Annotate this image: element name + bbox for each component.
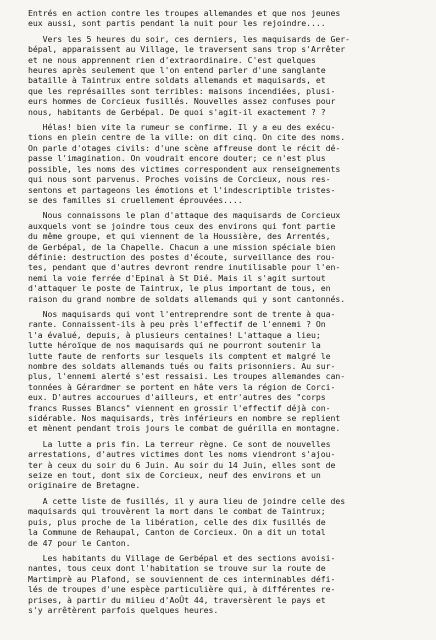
paragraph-3: Hélas! bien vite la rumeur se confirme. Il y a eu des exécu- tions en plein centre de la ville: on dit cinq. On cite des noms. On parle d'otages civils: d'une scène affreuse dont le récit dé- passe l'imagination. On voudrait encore douter; ce n'est plus possible, les noms des victimes correspondent aux renseignements qui nous sont parvenus. Proches voisins de Corcieux, nous res- sentons et partageons les émotions et l'indescriptible tristes- se des familles si cruellement éprouvées....	[28, 122, 346, 205]
paragraph-5: Nos maquisards qui vont l'entreprendre sont de trente à qua- rante. Connaissent-ils à peu près l'effectif de l'ennemi ? On l'a évalué, depuis, à plusieurs centaines! L'attaque a lieu; lutte héroïque de nos maquisards qui ne pourront soutenir la lutte faute de renforts sur lesquels ils comptent et malgré le nombre des soldats allemands tués ou faits prisonniers. Au sur- plus, l'ennemi alerté s'est ressaisi. Les troupes allemandes can- tonnées à Gérardmer se portent en hâte vers la région de Corci- eux. D'autres accourues d'ailleurs, et entr'autres des "corps francs Russes Blancs" viennent en grossir l'effectif déjà con- sidérable. Nos maquisards, très inférieurs en nombre se replient et mènent pendant trois jours le combat de guérilla en montagne.	[28, 308, 346, 434]
paragraph-1: Entrés en action contre les troupes allemandes et que nos jeunes eux aussi, sont partis pendant la nuit pour les rejoindre....	[28, 8, 341, 29]
paragraph-2: Vers les 5 heures du soir, ces derniers, les maquisards de Ger- bépal, apparaissent au Village, le traversent sans trop s'Arrêter et ne nous apprennent rien d'extraordinaire. C'est quelques heures après seulement que l'on entend parler d'une sanglante bataille à Taintrux entre soldats allemands et maquisards, et que les représailles sont terribles: maisons incendiées, plusi- eurs hommes de Corcieux fusillés. Nouvelles assez confuses pour nous, habitants de Gerbépal. De quoi s'agit-il exactement ? ?	[28, 33, 351, 117]
paragraph-6: La lutte a pris fin. La terreur règne. Ce sont de nouvelles arrestations, d'autres victimes dont les noms viendront s'ajou- ter à ceux du soir du 6 Juin. Au soir du 14 Juin, elles sont de seize en tout, dont six de Corcieux, neuf des environs et un originaire de Bretagne.	[28, 438, 336, 491]
paragraph-8: Les habitants du Village de Gerbépal et des sections avoisi- nantes, tous ceux dont l'habitation se trouve sur la route de Martimprè au Plafond, se souviennent de ces interminables défi- lés de troupes d'une espèce particulière qui, à différentes re- prises, à partir du milieu d'AoÛt 44, traversèrent le pays et s'y arrêtèrent parfois quelques heures.	[28, 552, 336, 615]
paragraph-4: Nous connaissons le plan d'attaque des maquisards de Corcieux auxquels vont se joindre tous ceux des environs qui font partie du même groupe, et qui viennent de la Houssière, des Arrentés, de Gerbépal, de la Chapelle. Chacun a une mission spéciale bien définie: destruction des postes d'écoute, surveillance des rou- tes, pendant que d'autres devront rendre inutilisable pour l'en- nemi la voie ferrée d'Epinal à St Dié. Mais il s'agit surtout d'attaquer le poste de Taintrux, le plus important de tous, en raison du grand nombre de soldats allemands qui y sont cantonnés.	[28, 210, 346, 304]
paragraph-7: A cette liste de fusillés, il y aura lieu de joindre celle des maquisards qui trouvèrent la mort dans le combat de Taintrux; puis, plus proche de la libération, celle des dix fusillés de la Commune de Rehaupal, Canton de Corcieux. On a dit un total de 47 pour le Canton.	[28, 495, 346, 548]
